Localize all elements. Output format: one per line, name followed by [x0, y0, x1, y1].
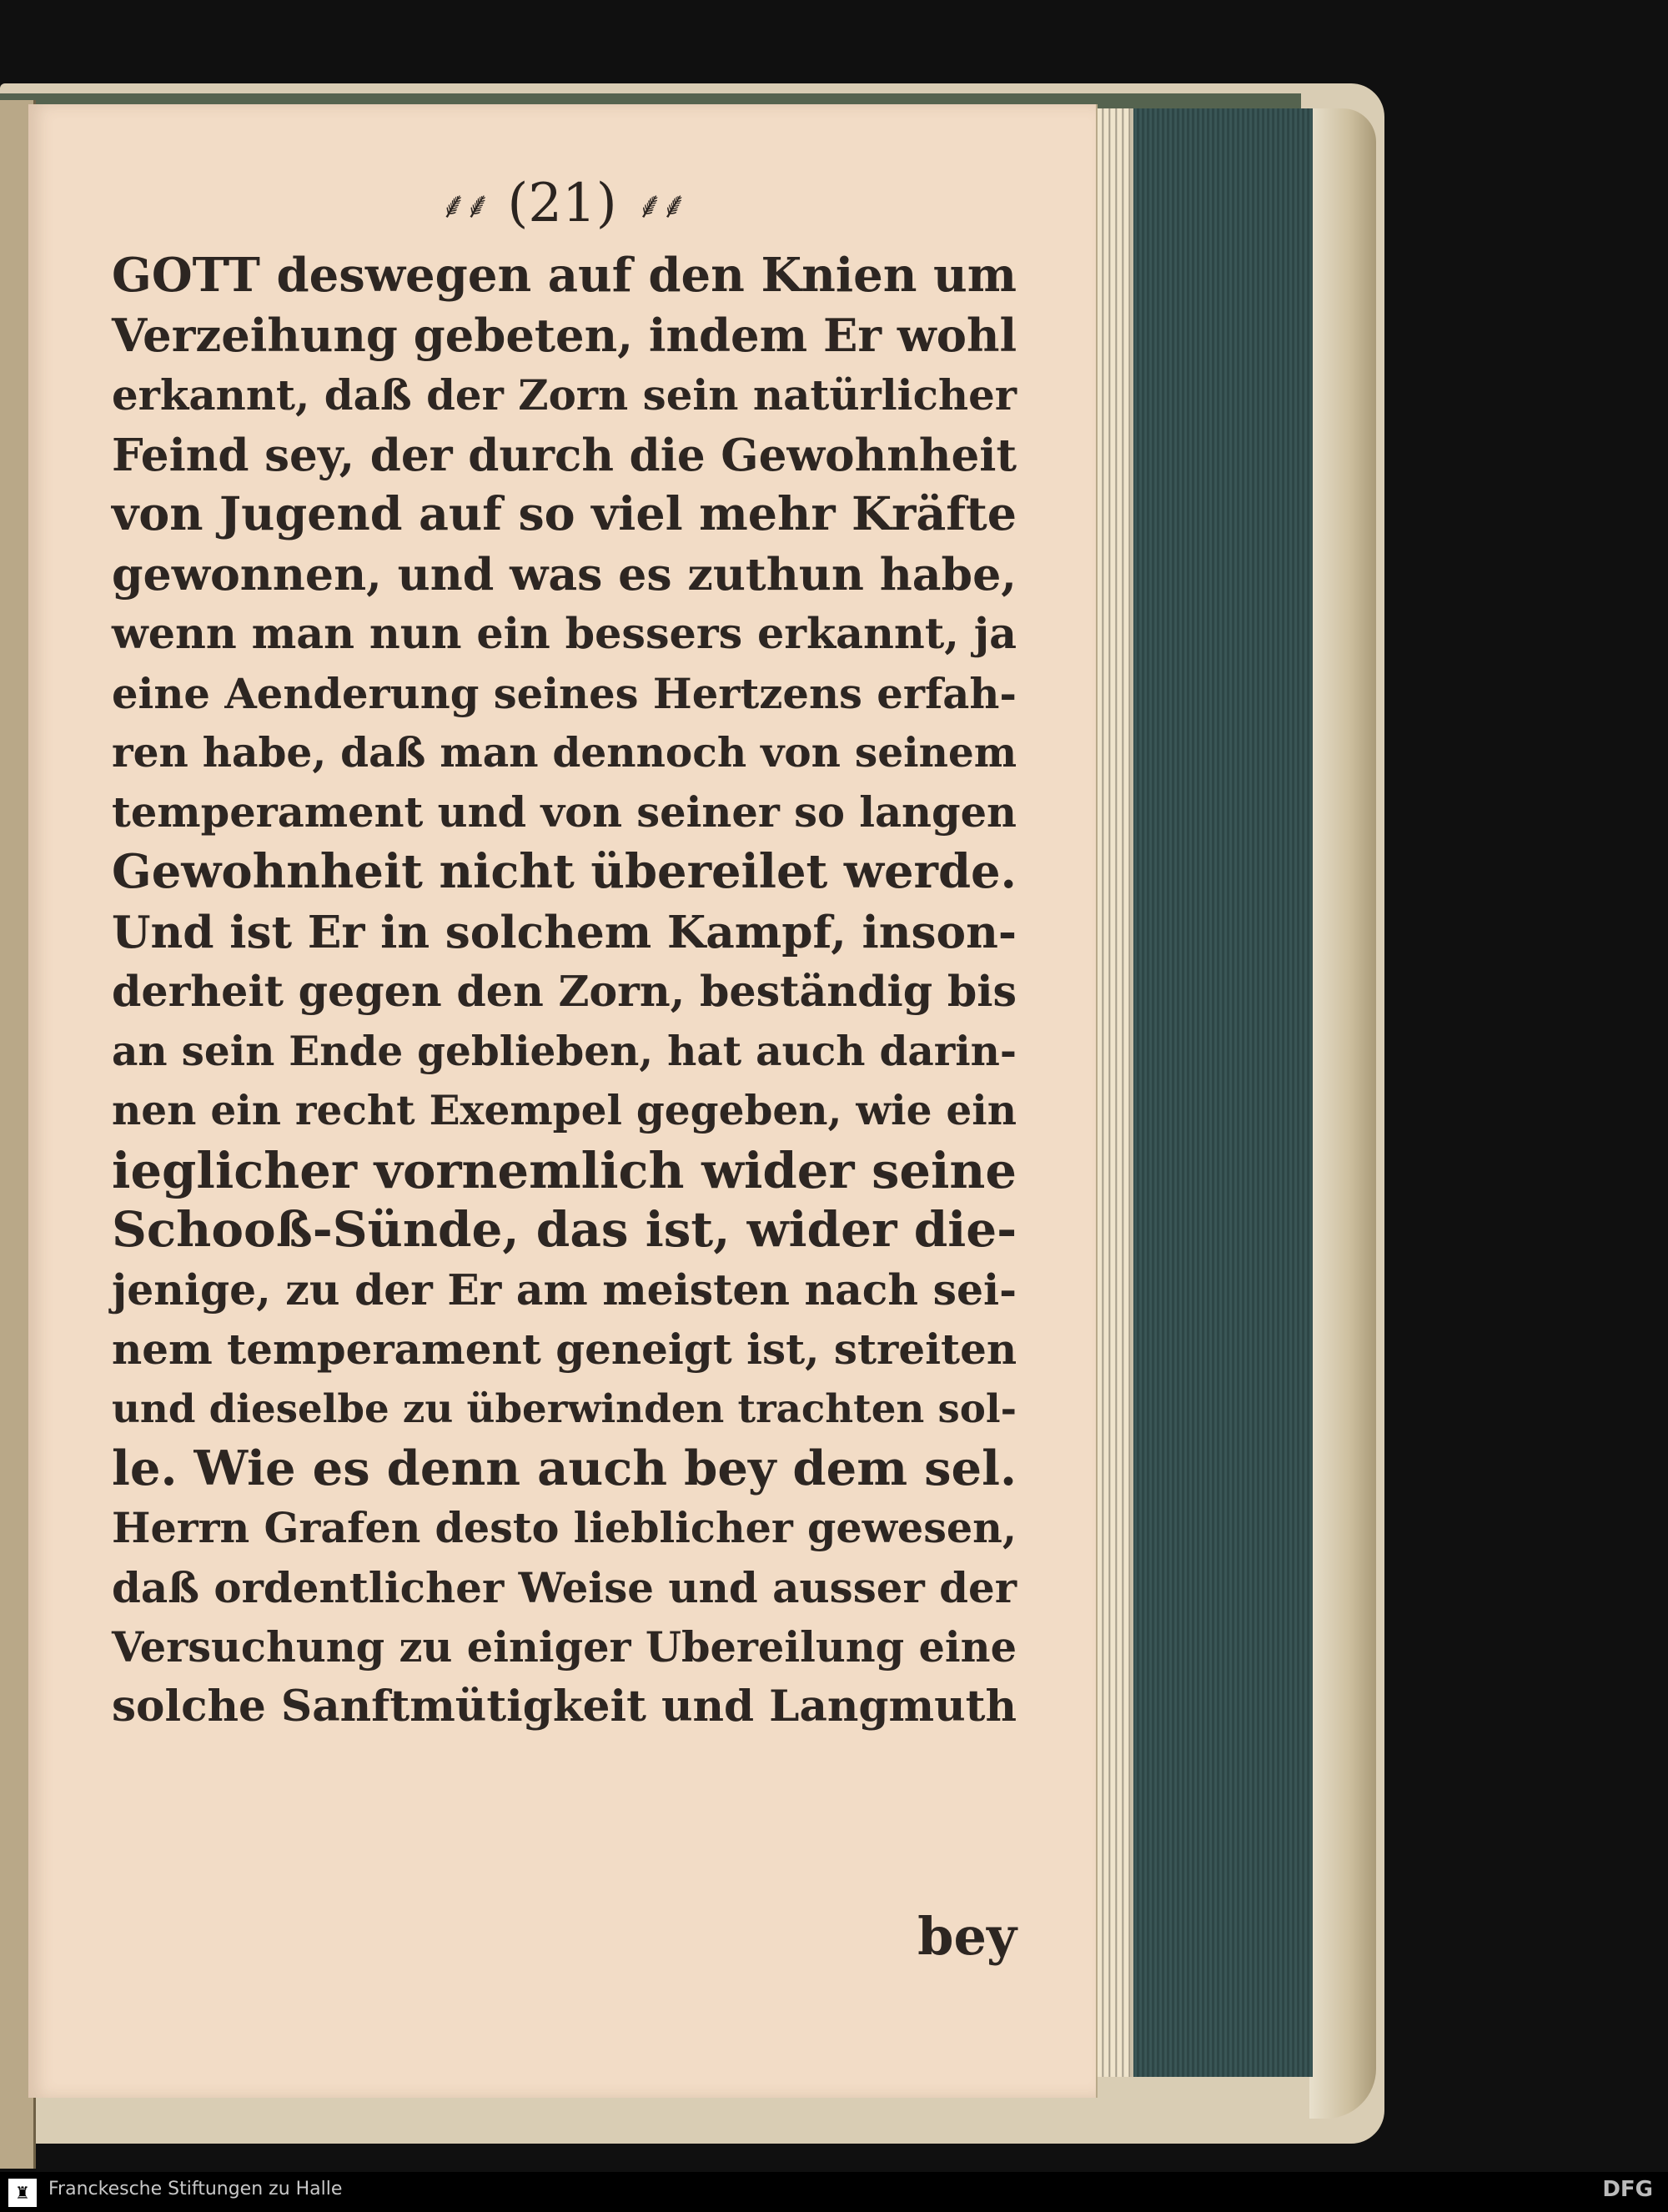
text-line: nem temperament geneigt ist, streiten	[112, 1325, 1017, 1374]
catchword: bey	[917, 1906, 1017, 1967]
text-line: Feind sey, der durch die Gewohnheit	[112, 428, 1017, 481]
page-block-fore-edge	[1130, 108, 1313, 2077]
text-line: derheit gegen den Zorn, beständig bis	[112, 966, 1017, 1016]
text-line: und dieselbe zu überwinden trachten sol-	[112, 1385, 1017, 1432]
text-line: ren habe, daß man dennoch von seinem	[112, 729, 1017, 777]
text-line: ieglicher vornemlich wider seine	[112, 1140, 1017, 1199]
text-line: eine Aenderung seines Hertzens erfah-	[112, 668, 1017, 718]
text-line: Und ist Er in solchem Kampf, inson-	[112, 905, 1017, 958]
footer-bar	[0, 2172, 1668, 2212]
text-line: erkannt, daß der Zorn sein natürlicher	[112, 370, 1017, 420]
page-header	[28, 173, 1096, 234]
text-line: von Jugend auf so viel mehr Kräfte	[112, 487, 1017, 541]
text-line: GOTT deswegen auf den Knien um	[112, 248, 1017, 303]
text-line: gewonnen, und was es zuthun habe,	[112, 547, 1017, 601]
text-line: Versuchung zu einiger Ubereilung eine	[112, 1622, 1017, 1672]
text-line: Gewohnheit nicht übereilet werde.	[112, 845, 1017, 899]
page-number: (21)	[507, 173, 617, 234]
vellum-cover-edge	[1309, 108, 1376, 2119]
institution-logo-icon: ♜	[8, 2179, 37, 2207]
dfg-badge: DFG	[1602, 2177, 1653, 2202]
text-line: wenn man nun ein bessers erkannt, ja	[112, 608, 1017, 658]
institution-name: Franckesche Stiftungen zu Halle	[48, 2179, 343, 2199]
text-line: daß ordentlicher Weise und ausser der	[112, 1563, 1017, 1612]
text-line: solche Sanftmütigkeit und Langmuth	[112, 1682, 1017, 1732]
book-page	[28, 104, 1098, 2098]
text-line: Schooß-Sünde, das ist, wider die-	[112, 1201, 1017, 1258]
text-line: temperament und von seiner so langen	[112, 787, 1017, 837]
text-line: an sein Ende geblieben, hat auch darin-	[112, 1027, 1017, 1075]
text-line: jenige, zu der Er am meisten nach sei-	[112, 1264, 1017, 1315]
header-ornament-left: ⸙⸙	[440, 184, 489, 227]
text-line: le. Wie es denn auch bey dem sel.	[112, 1440, 1017, 1496]
page-text	[112, 246, 1017, 1737]
text-line: Herrn Grafen desto lieblicher gewesen,	[112, 1503, 1017, 1552]
header-ornament-right: ⸙⸙	[636, 184, 685, 227]
text-line: Verzeihung gebeten, indem Er wohl	[112, 308, 1017, 362]
text-line: nen ein recht Exempel gegeben, wie ein	[112, 1087, 1017, 1134]
